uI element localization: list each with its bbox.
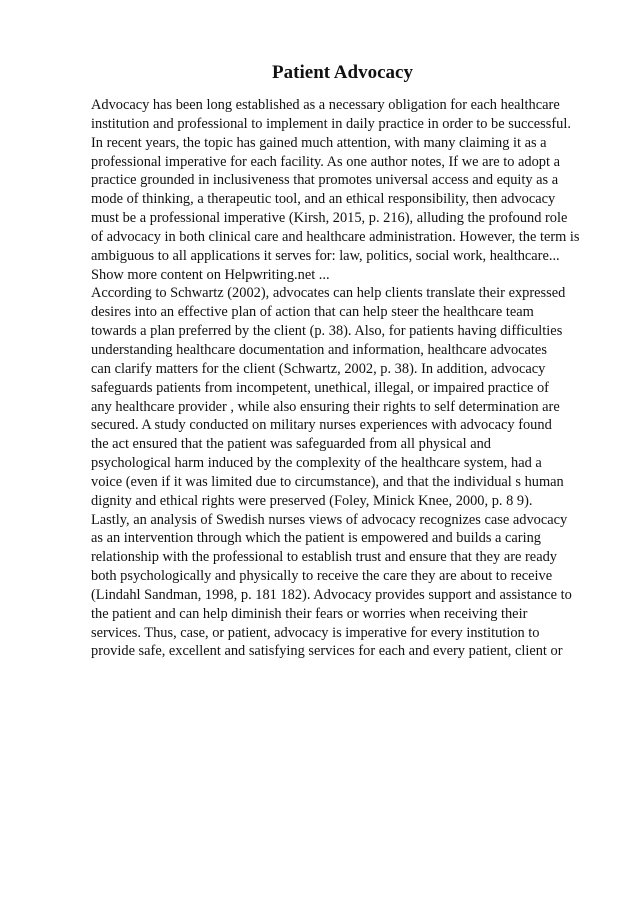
text-line: of advocacy in both clinical care and healthcare administration. However, the term is — [91, 228, 580, 245]
text-line: institution and professional to implement in daily practice in order to be successful. — [91, 115, 571, 132]
text-line: understanding healthcare documentation and information, healthcare advocates — [91, 341, 547, 358]
body-text — [91, 96, 591, 661]
text-line: relationship with the professional to establish trust and ensure that they are ready — [91, 549, 557, 566]
text-line: any healthcare provider , while also ensuring their rights to self determination are — [91, 398, 560, 415]
text-line: In recent years, the topic has gained much attention, with many claiming it as a — [91, 134, 547, 151]
text-line: towards a plan preferred by the client (p. 38). Also, for patients having difficulties — [91, 323, 563, 340]
text-line: Advocacy has been long established as a necessary obligation for each healthcare — [91, 97, 560, 113]
text-line: services. Thus, case, or patient, advocacy is imperative for every institution to — [91, 624, 540, 641]
text-line: voice (even if it was limited due to circumstance), and that the individual s human — [91, 473, 564, 490]
text-line: as an intervention through which the patient is empowered and builds a caring — [91, 530, 541, 547]
text-line: must be a professional imperative (Kirsh, 2015, p. 216), alluding the profound role — [91, 210, 568, 227]
text-line: the act ensured that the patient was safeguarded from all physical and — [91, 436, 491, 453]
text-line: can clarify matters for the client (Schwartz, 2002, p. 38). In addition, advocacy — [91, 360, 546, 377]
text-line: psychological harm induced by the complexity of the healthcare system, had a — [91, 455, 542, 472]
text-line: both psychologically and physically to receive the care they are about to receive — [91, 568, 553, 585]
text-line: professional imperative for each facility. As one author notes, If we are to adopt a — [91, 153, 560, 170]
text-line: provide safe, excellent and satisfying services for each and every patient, client or — [91, 643, 563, 660]
text-line: (Lindahl Sandman, 1998, p. 181 182). Advocacy provides support and assistance to — [91, 586, 572, 603]
text-line: ambiguous to all applications it serves for: law, politics, social work, healthcare... — [91, 247, 560, 264]
text-line: Lastly, an analysis of Swedish nurses views of advocacy recognizes case advocacy — [91, 511, 568, 528]
page-title: Patient Advocacy — [272, 62, 413, 83]
text-line: safeguards patients from incompetent, unethical, illegal, or impaired practice of — [91, 379, 549, 396]
text-line: dignity and ethical rights were preserved (Foley, Minick Knee, 2000, p. 8 9). — [91, 492, 533, 509]
text-line: desires into an effective plan of action that can help steer the healthcare team — [91, 304, 534, 321]
text-line: practice grounded in inclusiveness that promotes universal access and equity as a — [91, 172, 559, 189]
show-more-link[interactable]: Show more content on Helpwriting.net ... — [91, 266, 330, 283]
text-line: secured. A study conducted on military nurses experiences with advocacy found — [91, 417, 552, 434]
text-line: According to Schwartz (2002), advocates can help clients translate their expressed — [91, 285, 566, 302]
text-line: the patient and can help diminish their fears or worries when receiving their — [91, 605, 528, 622]
text-line: mode of thinking, a therapeutic tool, and an ethical responsibility, then advocacy — [91, 191, 556, 208]
